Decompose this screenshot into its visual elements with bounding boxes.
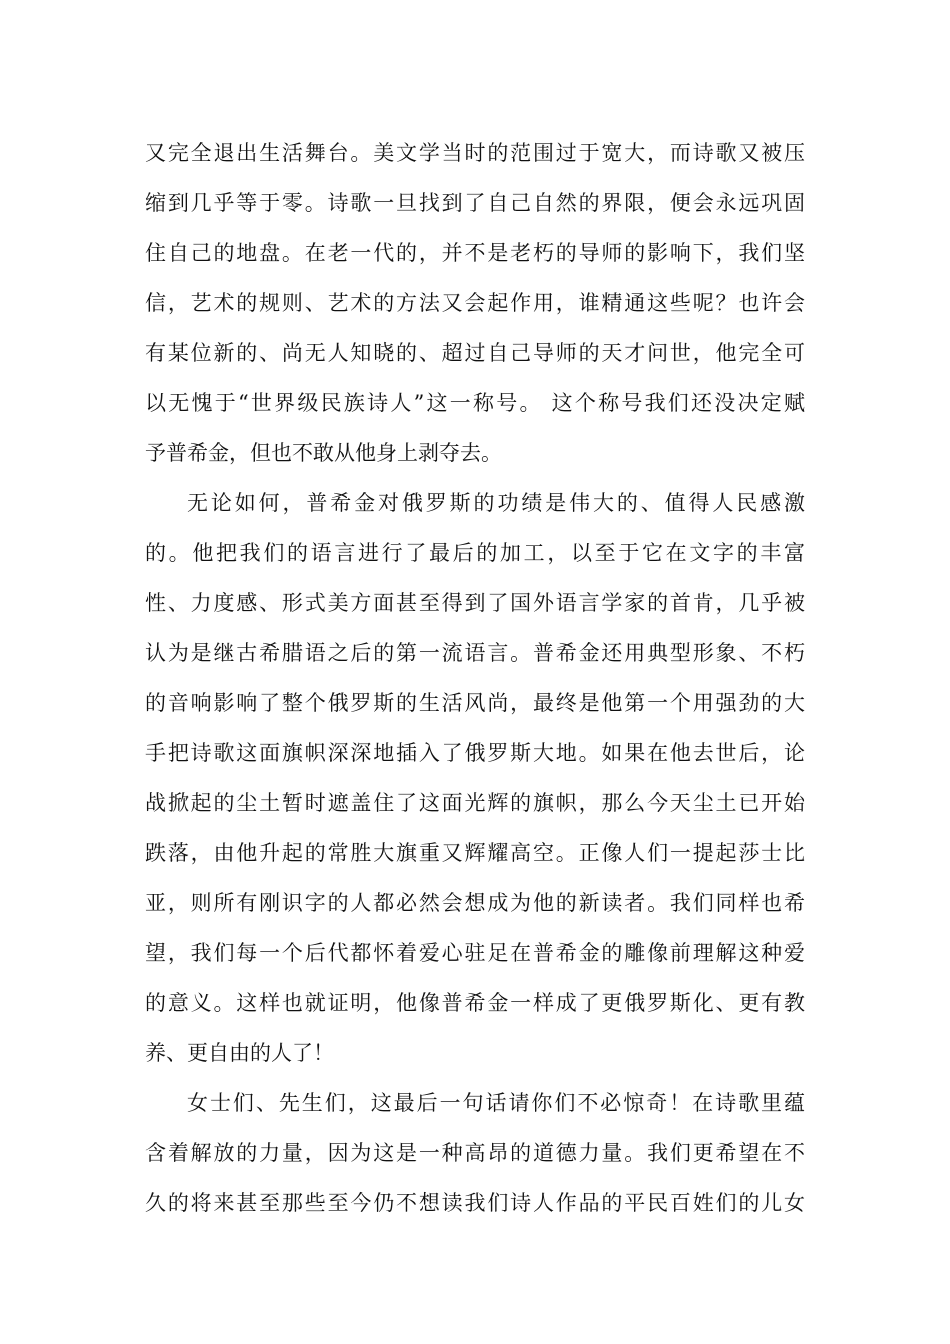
text-line: 跌落，由他升起的常胜大旗重又辉耀高空。正像人们一提起莎士比: [145, 841, 805, 865]
text-line: 又完全退出生活舞台。美文学当时的范围过于宽大，而诗歌又被压: [145, 141, 805, 165]
text-line: 缩到几乎等于零。诗歌一旦找到了自己自然的界限，便会永远巩固: [145, 191, 805, 215]
text-line: 含着解放的力量，因为这是一种高昂的道德力量。我们更希望在不: [145, 1141, 805, 1165]
text-line: 性、力度感、形式美方面甚至得到了国外语言学家的首肯，几乎被: [145, 591, 805, 615]
text-line: 手把诗歌这面旗帜深深地插入了俄罗斯大地。如果在他去世后，论: [145, 741, 805, 765]
text-line: 的。他把我们的语言进行了最后的加工，以至于它在文字的丰富: [145, 541, 805, 565]
text-line: 信，艺术的规则、艺术的方法又会起作用，谁精通这些呢？也许会: [145, 291, 805, 315]
text-line: 战掀起的尘土暂时遮盖住了这面光辉的旗帜，那么今天尘土已开始: [145, 791, 805, 815]
text-line: 有某位新的、尚无人知晓的、超过自己导师的天才问世，他完全可: [145, 341, 805, 365]
paragraph-first-line: 无论如何，普希金对俄罗斯的功绩是伟大的、值得人民感激: [187, 491, 805, 515]
text-line: 的音响影响了整个俄罗斯的生活风尚，最终是他第一个用强劲的大: [145, 691, 805, 715]
text-line: 予普希金，但也不敢从他身上剥夺去。: [145, 441, 502, 465]
text-line: 养、更自由的人了！: [145, 1041, 334, 1065]
text-line: 久的将来甚至那些至今仍不想读我们诗人作品的平民百姓们的儿女: [145, 1191, 805, 1215]
text-line: 以无愧于“世界级民族诗人”这一称号。 这个称号我们还没决定赋: [145, 391, 805, 415]
text-line: 认为是继古希腊语之后的第一流语言。普希金还用典型形象、不朽: [145, 641, 805, 665]
text-line: 住自己的地盘。在老一代的，并不是老朽的导师的影响下，我们坚: [145, 241, 805, 265]
body-text: [145, 128, 805, 1228]
paragraph-first-line: 女士们、先生们，这最后一句话请你们不必惊奇！在诗歌里蕴: [187, 1091, 805, 1115]
text-line: 的意义。这样也就证明，他像普希金一样成了更俄罗斯化、更有教: [145, 991, 805, 1015]
text-line: 亚，则所有刚识字的人都必然会想成为他的新读者。我们同样也希: [145, 891, 805, 915]
text-line: 望，我们每一个后代都怀着爱心驻足在普希金的雕像前理解这种爱: [145, 941, 805, 965]
